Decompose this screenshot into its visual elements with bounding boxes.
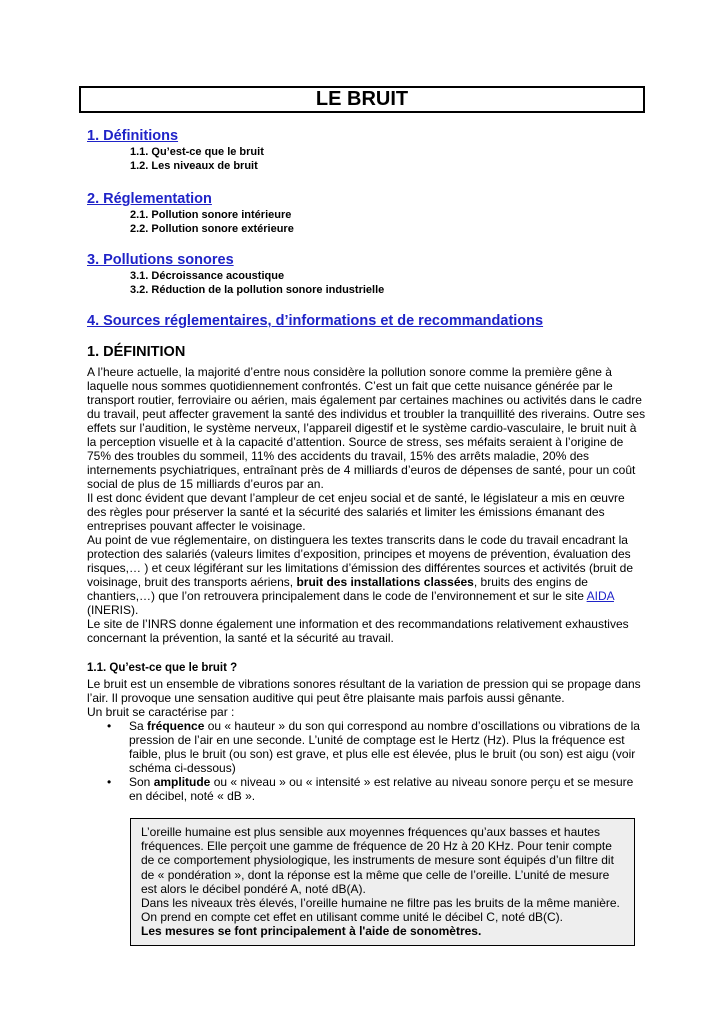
bold-text: fréquence xyxy=(147,719,205,733)
text-run: Au point de vue réglementaire, on distinguera les textes transcrits dans le code du travail encadrant la protection des salariés (valeurs limites d’exposition, principes et moyens de prévention, évaluation des risques,… ) et ceux légiférant sur les limitations d’émission des différentes sources et activités (bruit de voisinage, bruit des transports aériens, xyxy=(87,533,634,589)
text-run: (INERIS). xyxy=(87,603,139,617)
bullet-icon: • xyxy=(107,719,112,733)
table-of-contents xyxy=(87,128,667,330)
toc-link-reglementation[interactable]: 2. Réglementation xyxy=(87,191,212,207)
note-paragraph: Dans les niveaux très élevés, l’oreille humaine ne filtre pas les bruits de la même manière. On prend en compte cet effet en utilisant comme unité le décibel C, noté dB(C). xyxy=(141,896,620,925)
toc-link-sources[interactable]: 4. Sources réglementaires, d’informations et de recommandations xyxy=(87,313,544,329)
aida-link[interactable]: AIDA xyxy=(586,589,614,603)
text-run: Sa xyxy=(129,719,148,733)
bold-text: bruit des installations classées xyxy=(296,575,474,589)
note-paragraph: L’oreille humaine est plus sensible aux moyennes fréquences qu’aux basses et hautes fréquences. Elle perçoit une gamme de fréquence de 20 Hz à 20 KHz. Pour tenir compte de ce comportement physiologique, les instruments de mesure sont équipés d’un filtre dit de « pondération », dont la réponse est la même que celle de l’oreille. L’unité de mesure est alors le décibel pondéré A, noté dB(A). xyxy=(141,825,614,896)
paragraph: Il est donc évident que devant l’ampleur de cet enjeu social et de santé, le législateur a mis en œuvre des règles pour préserver la santé et la sécurité des salariés et limiter les émissions émanant des entreprises pouvant affecter le voisinage. xyxy=(87,491,625,533)
toc-link-definitions[interactable]: 1. Définitions xyxy=(87,128,179,144)
toc-sub-item: 2.2. Pollution sonore extérieure xyxy=(130,223,294,235)
toc-sub-item: 3.2. Réduction de la pollution sonore industrielle xyxy=(130,284,385,296)
toc-section-3 xyxy=(87,252,667,297)
paragraph: Le site de l’INRS donne également une information et des recommandations relativement exhaustives concernant la prévention, la santé et la sécurité au travail. xyxy=(87,617,629,645)
list-item xyxy=(107,775,647,803)
paragraph: Un bruit se caractérise par : xyxy=(87,705,235,719)
toc-section-2 xyxy=(87,191,667,236)
bullet-icon: • xyxy=(107,775,112,789)
section-title-definition: 1. DÉFINITION xyxy=(87,344,186,360)
info-note-box xyxy=(130,818,635,946)
document-title-text: LE BRUIT xyxy=(315,88,409,110)
text-run: , bruits des engins de chantiers,…) que l’on retrouvera principalement dans le code de l’environnement et sur le site xyxy=(87,575,588,603)
text-run: ou « niveau » ou « intensité » est relative au niveau sonore perçu et se mesure en décibel, noté « dB ». xyxy=(129,775,634,803)
toc-section-4 xyxy=(87,313,667,330)
toc-sub-item: 2.1. Pollution sonore intérieure xyxy=(130,209,292,221)
subsection-title-whatis: 1.1. Qu’est-ce que le bruit ? xyxy=(87,662,238,674)
bold-text: amplitude xyxy=(153,775,211,789)
toc-section-1 xyxy=(87,128,667,173)
note-emphasis: Les mesures se font principalement à l'aide de sonomètres. xyxy=(141,924,482,939)
toc-sub-item: 1.2. Les niveaux de bruit xyxy=(130,160,258,172)
text-run: Son xyxy=(129,775,154,789)
paragraph: A l’heure actuelle, la majorité d’entre nous considère la pollution sonore comme la première gêne à laquelle nous sommes quotidiennement confrontés. C’est un fait que cette nuisance générée par le transport routier, ferroviaire ou aérien, mais également par certaines machines ou activités dans le cadre du travail, peut affecter gravement la santé des individus et troubler la tranquillité des riverains. Outre ses effets sur l’audition, le système nerveux, l’appareil digestif et le système cardio-vasculaire, le bruit nuit à la perception visuelle et à la capacité d’attention. Source de stress, ses méfaits seraient à l’origine de 75% des troubles du sommeil, 11% des accidents du travail, 15% des arrêts maladie, 20% des internements psychiatriques, entraînant près de 4 milliards d’euros de dépenses de santé, pour un coût social de plus de 15 milliards d’euros par an. xyxy=(87,365,646,491)
text-run: ou « hauteur » du son qui correspond au nombre d’oscillations ou vibrations de la pression de l’air en une seconde. L’unité de comptage est le Hertz (Hz). Plus la fréquence est faible, plus le bruit (ou son) est grave, et plus elle est élevée, plus le bruit (ou son) est aigu (voir schéma ci-dessous) xyxy=(129,719,640,775)
toc-sub-item: 1.1. Qu’est-ce que le bruit xyxy=(130,146,264,158)
toc-link-pollutions[interactable]: 3. Pollutions sonores xyxy=(87,252,234,268)
characteristics-list xyxy=(87,719,647,803)
document-title xyxy=(79,86,645,113)
list-item xyxy=(107,719,647,775)
paragraph xyxy=(87,533,647,617)
main-content xyxy=(87,344,647,803)
paragraph: Le bruit est un ensemble de vibrations sonores résultant de la variation de pression qui se propage dans l’air. Il provoque une sensation auditive qui peut être plaisante mais parfois aussi gênante. xyxy=(87,677,641,705)
toc-sub-item: 3.1. Décroissance acoustique xyxy=(130,270,285,282)
